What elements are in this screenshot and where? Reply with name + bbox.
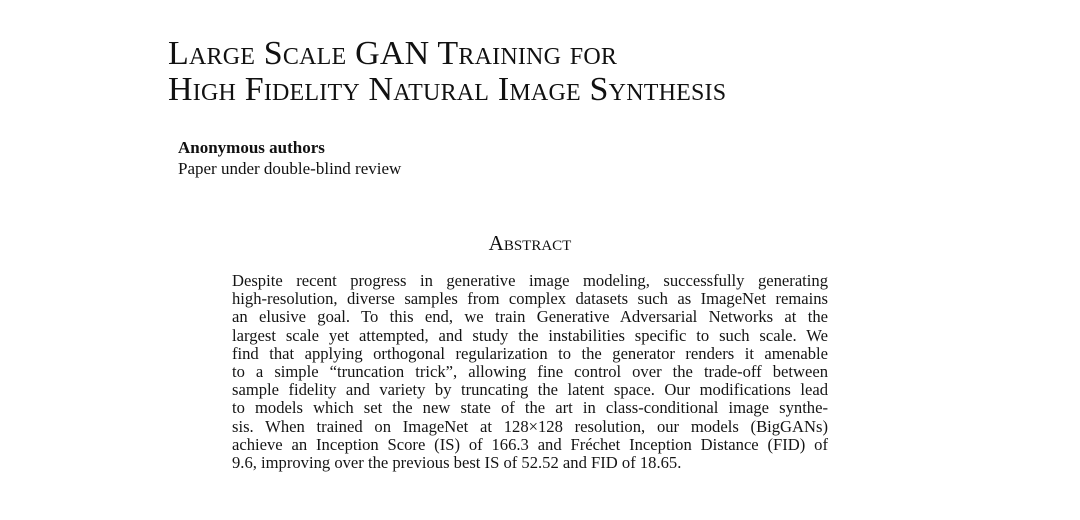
paper-title bbox=[168, 36, 726, 108]
abstract-line: to a simple “truncation trick”, allowing fine control over the trade-off between bbox=[232, 362, 828, 382]
review-note: Paper under double-blind review bbox=[178, 159, 402, 178]
abstract-line: to models which set the new state of the art in class-conditional image synthe- bbox=[232, 398, 828, 418]
abstract-line: high-resolution, diverse samples from complex datasets such as ImageNet remains bbox=[232, 289, 828, 309]
abstract-heading: Abstract bbox=[488, 231, 572, 255]
author-block bbox=[178, 137, 401, 179]
abstract-line: achieve an Inception Score (IS) of 166.3 and Fréchet Inception Distance (FID) of bbox=[232, 434, 828, 454]
title-line-1: Large Scale GAN Training for bbox=[168, 35, 618, 72]
abstract-line: largest scale yet attempted, and study the instabilities specific to such scale. We bbox=[232, 325, 828, 345]
abstract-line: 9.6, improving over the previous best IS of 52.52 and FID of 18.65. bbox=[232, 453, 682, 473]
abstract-body bbox=[232, 272, 828, 472]
abstract-line: sis. When trained on ImageNet at 128×128 resolution, our models (BigGANs) bbox=[232, 416, 828, 436]
abstract-line: find that applying orthogonal regularization to the generator renders it amenable bbox=[232, 343, 828, 363]
abstract-line: an elusive goal. To this end, we train Generative Adversarial Networks at the bbox=[232, 307, 828, 327]
abstract-line: Despite recent progress in generative image modeling, successfully generating bbox=[232, 271, 828, 290]
author-name: Anonymous authors bbox=[178, 138, 325, 157]
title-line-2: High Fidelity Natural Image Synthesis bbox=[168, 71, 727, 108]
abstract-line: sample fidelity and variety by truncating the latent space. Our modifications lead bbox=[232, 380, 828, 400]
